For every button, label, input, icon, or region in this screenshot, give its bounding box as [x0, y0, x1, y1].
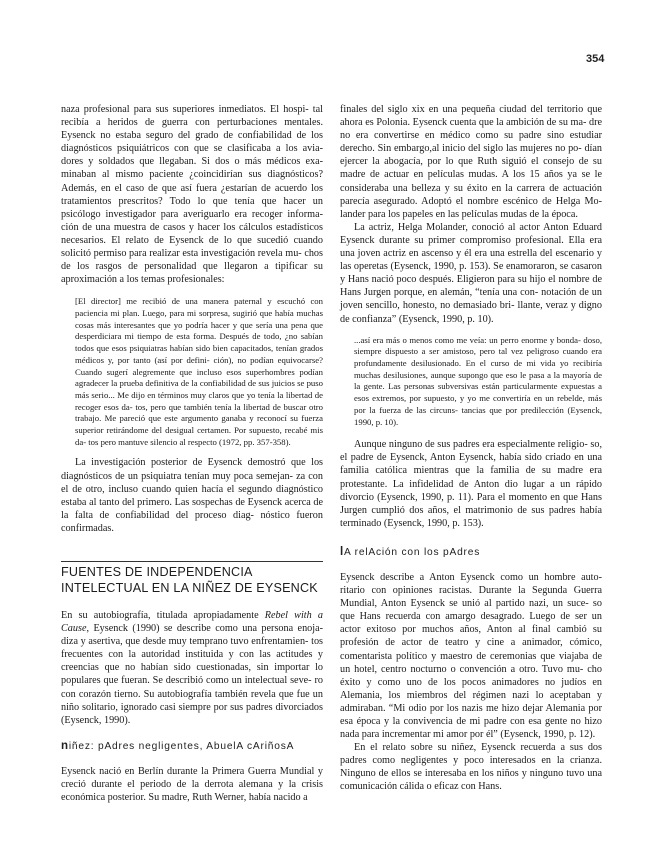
quote-text: ...así era más o menos como me veía: un perro enorme y bonda- doso, siempre dispuesto a ser amistoso, pero tal vez peligroso cuando era profundamente desilusionado. En el curso de mi vida yo recibiría muchas desilusiones, aunque supongo que eso le pasa a la mayoría de la gente. Las personas subversivas están particularmente expuestas a esos extremos, por supuesto, y yo me convertiría en un rebelde, más por la fuerza de las circuns- tancias que por predilección (Eysenck, 1990, p. 10). — [354, 334, 602, 427]
body-paragraph: La investigación posterior de Eysenck demostró que los diagnósticos de un psiquiatra tenían muy poca semejan- za con el de otro, incluso cuando quien hacía el segundo diagnóstico estaba al tanto del primero. Las sospechas de Eysenck acerca de la falta de confiabilidad del proceso diag- nóstico fueron confirmadas. — [61, 457, 323, 534]
book-title: Rebel with a Cause — [61, 610, 323, 635]
section-heading-line: INTELECTUAL EN LA NIÑEZ DE EYSENCK — [61, 580, 318, 595]
subheading-initial: n — [61, 739, 69, 752]
body-paragraph: La actriz, Helga Molander, conoció al actor Anton Eduard Eysenck durante su primer compromiso profesional. Ella era una joven actriz en ascenso y él era una estrella del escenario y las operetas (Eysenck, 1990, p. 153). Se enamoraron, se casaron y Hans nació poco después. Eligieron para su hijo el nombre de Hans Jurgen porque, en alemán, “tenía una con- notación de un joven sencillo, honesto, no demasiado bri- llante, veraz y digno de confianza” (Eysenck, 1990, p. 10). — [340, 221, 602, 325]
body-paragraph: Eysenck nació en Berlín durante la Primera Guerra Mundial y creció durante el periodo de la derrota alemana y la crisis económica posterior. Su madre, Ruth Werner, había nacido a — [61, 765, 323, 804]
subsection-heading — [61, 740, 323, 753]
right-column — [340, 103, 602, 794]
body-paragraph: Aunque ninguno de sus padres era especialmente religio- so, el padre de Eysenck, Anton Eysenck, había sido criado en una familia católica mientras que la familia de su madre era protestante. La infidelidad de Anton dio lugar a un rápido divorcio (Eysenck, 1990, p. 11). Para el momento en que Hans Jurgen cumplió dos años, el matrimonio de sus padres había terminado (Eysenck, 1990, p. 153). — [340, 439, 602, 529]
body-paragraph — [61, 609, 323, 727]
text-run: , Eysenck (1990) se describe como una persona enoja- diza y asertiva, que desde muy temprano tuvo enfrentamien- tos frecuentes con la autoridad instituida y con las actitudes y creencias que no habían sido cuestionadas, sin importar lo populares que fueran. Se describió como un intelectual seve- ro con corazón tierno. Su autobiografía también revela que fue un niño solitario, ignorado casi siempre por sus padres divorciados (Eysenck, 1990). — [61, 623, 323, 726]
body-paragraph: En el relato sobre su niñez, Eysenck recuerda a sus dos padres como negligentes y poco interesados en la crianza. Ninguno de ellos se interesaba en los niños y ninguno tuvo una comunicación cálida o eficaz con Hans. — [340, 742, 602, 793]
body-paragraph: finales del siglo xix en una pequeña ciudad del territorio que ahora es Polonia. Eysenck cuenta que la ambición de su ma- dre no era convertirse en médico como su padre sino estudiar derecho. Sin embargo,al inicio del siglo las mujeres no po- dían ejercer la abogacía, por lo que Ruth siguió el consejo de su madre de actuar en películas mudas. A los 15 años ya se le consideraba una belleza y su éxito en la carrera de actuación parecía asegurado. Adoptó el nombre escénico de Helga Mo- lander para los papeles en las películas mudas de la época. — [340, 104, 602, 220]
block-quote — [354, 335, 602, 429]
quote-text: [El director] me recibió de una manera paternal y escuchó con paciencia mi plan. Luego, para mi sorpresa, sugirió que había muchas cosas más interesantes que yo podría hacer y que sería una pena que desperdiciara mi tiempo de esta forma. Después de todo, ¿no sabían todos que esos psiquiatras habían sido bien capacitados, tenían grados médicos y, por tanto (así por defini- ción), no podían equivocarse? Cuando sugerí alegremente que incluso esos superhombres podían agradecer la prueba definitiva de la confiabilidad de sus juicios se puso más serio... Me dijo en términos muy claros que yo tenía la libertad de recoger esos da- tos, pero que también tenía la libertad de buscar otro trabajo. Me pareció que este argumento ganaba y reconocí su fuerza superior retirándome del desigual certamen. Por supuesto, recabé mis da- tos pero mantuve silencio al respecto (1972, pp. 357-358). — [75, 296, 323, 447]
section-heading-line: FUENTES DE INDEPENDENCIA — [61, 565, 253, 580]
subheading-text: A relAción con los pAdres — [344, 546, 481, 558]
body-paragraph: Eysenck describe a Anton Eysenck como un hombre auto- ritario con opiniones racistas. Durante la Segunda Guerra Mundial, Anton Eysenck se unió al partido nazi, un suce- so que Hans recuerda con amargo desagrado. Luego de ser un actor exitoso por muchos años, Anton al final cambió su profesión de actor de teatro y cine a animador, cómico, comentarista político y maestro de ceremonias que viajaba de un hotel, centro nocturno o convención a otro. Tuvo mu- cho éxito y como uno de los pocos animadores no judíos en Alemania, los miembros del régimen nazi lo aceptaban y admiraban. “Mi odio por los nazis me hizo dejar Alemania por esa época y la convivencia de mi padre con esa gente no hizo nada para incrementar mi amor por él” (Eysenck, 1990, p. 12). — [340, 571, 602, 741]
page-number: 354 — [586, 53, 605, 65]
subsection-heading — [340, 546, 602, 559]
left-column — [61, 103, 323, 804]
block-quote — [75, 296, 323, 448]
subheading-text: iñez: pAdres negligentes, AbuelA cAriñosA — [68, 740, 295, 752]
section-heading — [61, 561, 323, 596]
body-paragraph: naza profesional para sus superiores inmediatos. El hospi- tal recibía a heridos de guerra con perturbaciones mentales. Eysenck no estaba seguro del grado de confiabilidad de los diagnósticos psiquiátricos con que se clasificaba a los avia- dores y soldados que llegaban. Si dos o más médicos exa- minaban al mismo paciente ¿coincidirían sus diagnósticos? Además, en el caso de que así fuera ¿estarían de acuerdo los tratamientos prescritos? Todo lo que tenía que hacer un psicólogo investigador para averiguarlo era recoger informa- ción de una muestra de casos y hacer los cálculos estadísticos necesarios. El relato de Eysenck de lo que sucedió cuando solicitó permiso para realizar esta investigación revela mu- chos de los rasgos de personalidad que llegaron a tipificar su aproximación a los temas profesionales: — [61, 104, 323, 286]
subheading-initial: l — [340, 545, 344, 558]
text-run: En su autobiografía, titulada apropiadamente — [61, 610, 265, 622]
